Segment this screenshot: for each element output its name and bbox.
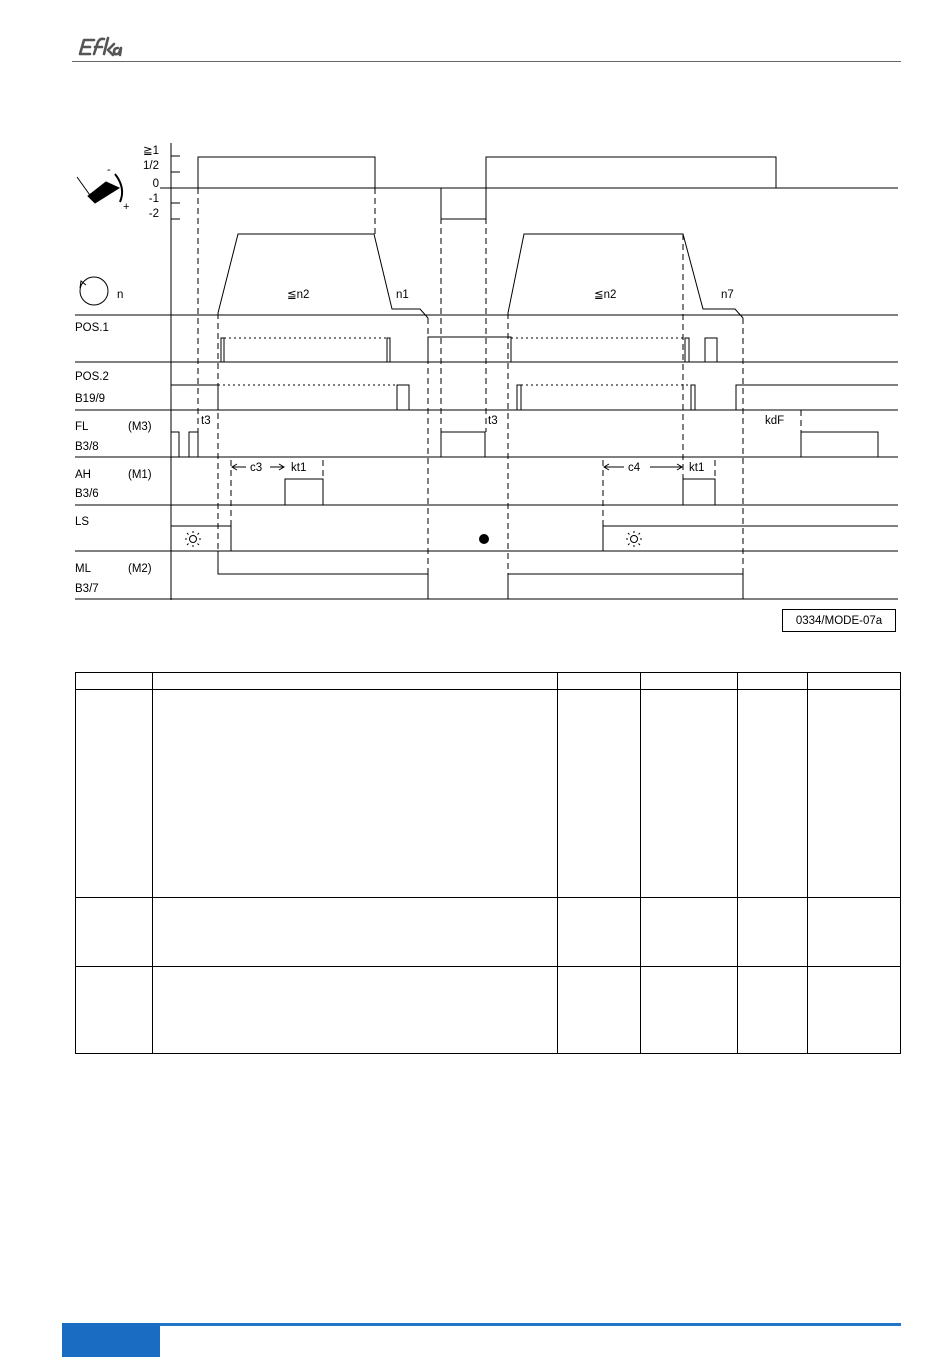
timing-label-kdf: kdF xyxy=(765,415,785,427)
speed-end-label: n7 xyxy=(721,289,734,301)
row-label-pos1: POS.1 xyxy=(75,322,109,334)
rotation-icon xyxy=(80,277,108,305)
timing-label-c4: c4 xyxy=(628,462,641,474)
table-row xyxy=(76,898,901,967)
timing-label-t3: t3 xyxy=(488,415,498,427)
timing-label-c3: c3 xyxy=(250,462,263,474)
timing-label-t3: t3 xyxy=(201,415,211,427)
footer-page-block xyxy=(62,1323,160,1357)
row-motor-ml: (M2) xyxy=(128,563,152,575)
timing-label-kt1: kt1 xyxy=(291,462,307,474)
row-sub-ah: B3/6 xyxy=(75,488,99,500)
row-label-ah: AH xyxy=(75,469,91,481)
parameter-table xyxy=(75,672,901,1054)
timing-diagram xyxy=(0,0,950,660)
row-sub-fl: B3/8 xyxy=(75,441,99,453)
row-sub-pos2: B19/9 xyxy=(75,393,106,405)
row-sub-ml: B3/7 xyxy=(75,583,99,595)
footer-rule xyxy=(62,1323,901,1326)
table-row xyxy=(76,967,901,1054)
pedal-minus-sign: - xyxy=(107,164,111,176)
table-header-row xyxy=(76,673,901,690)
pedal-level-label: -2 xyxy=(148,208,159,220)
pedal-level-label: 0 xyxy=(152,178,159,190)
pedal-level-label: -1 xyxy=(148,193,159,205)
row-label-ls: LS xyxy=(75,516,90,528)
row-label-pos2: POS.2 xyxy=(75,371,109,383)
speed-limit-label: ≦n2 xyxy=(287,289,310,301)
pedal-level-label: ≧1 xyxy=(142,145,159,157)
timing-label-kt1: kt1 xyxy=(689,462,705,474)
dark-dot-icon xyxy=(479,534,489,544)
pedal-level-label: 1/2 xyxy=(143,160,159,172)
speed-end-label: n1 xyxy=(396,289,409,301)
sun-icon xyxy=(185,531,201,547)
row-motor-ah: (M1) xyxy=(128,469,152,481)
speed-label: n xyxy=(117,289,124,301)
pedal-plus-sign: + xyxy=(123,201,130,213)
table-row xyxy=(76,690,901,898)
figure-reference: 0334/MODE-07a xyxy=(782,609,896,632)
row-motor-fl: (M3) xyxy=(128,421,152,433)
speed-limit-label: ≦n2 xyxy=(594,289,617,301)
row-label-ml: ML xyxy=(75,563,91,575)
pedal-icon xyxy=(77,174,122,203)
row-label-fl: FL xyxy=(75,421,89,433)
sun-icon xyxy=(626,531,642,547)
